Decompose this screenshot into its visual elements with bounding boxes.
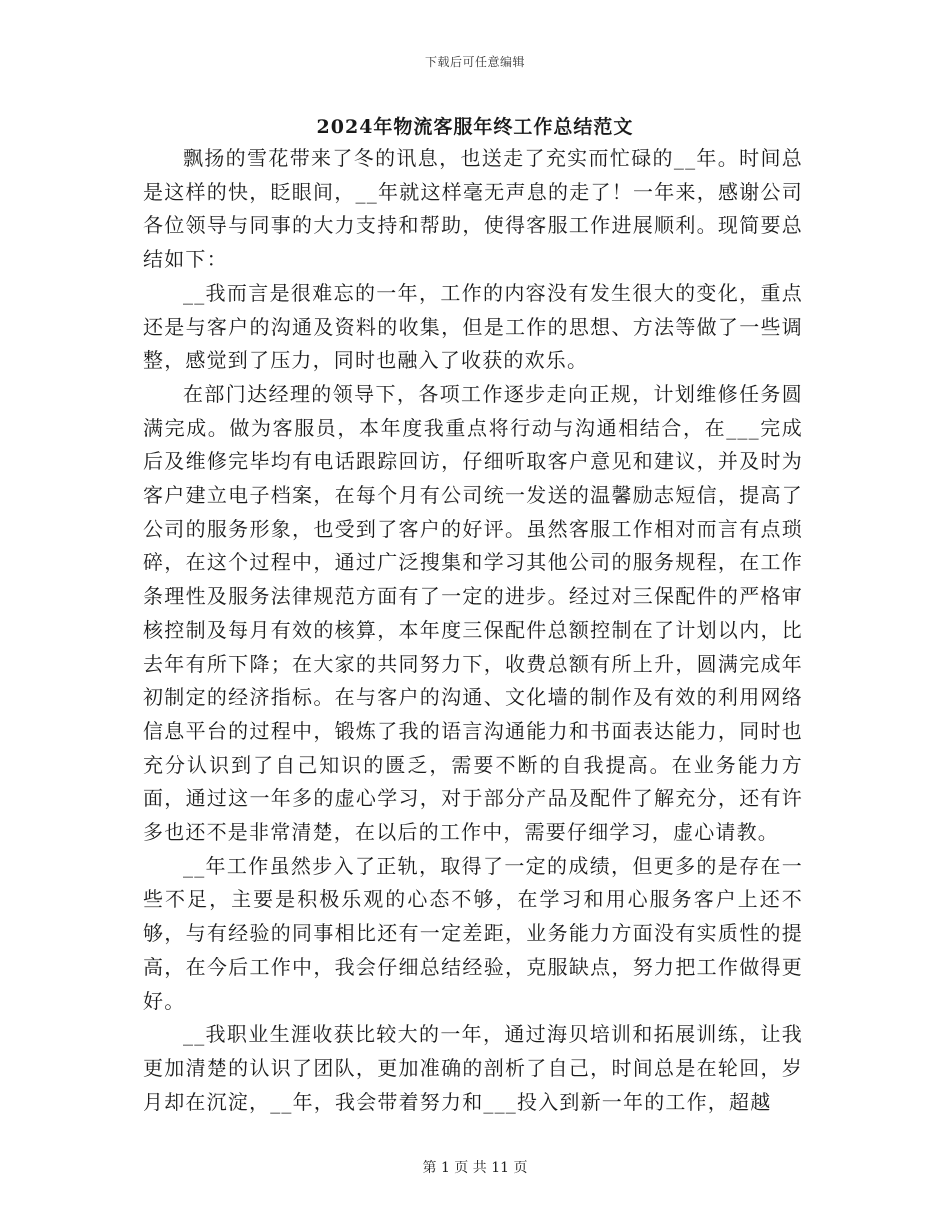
paragraph: __年工作虽然步入了正轨，取得了一定的成绩，但更多的是存在一些不足，主要是积极乐观的心态不够，在学习和用心服务客户上还不够，与有经验的同事相比还有一定差距，业务能力方面没有实质性的提高，在今后工作中，我会仔细总结经验，克服缺点，努力把工作做得更好。	[143, 853, 803, 1013]
page-footer: 第 1 页 共 11 页	[422, 1160, 528, 1176]
document-title: 2024年物流客服年终工作总结范文	[316, 116, 634, 138]
paragraph: 在部门达经理的领导下，各项工作逐步走向正规，计划维修任务圆满完成。做为客服员，本年度我重点将行动与沟通相结合，在___完成后及维修完毕均有电话跟踪回访，仔细听取客户意见和建议，并及时为客户建立电子档案，在每个月有公司统一发送的温馨励志短信，提高了公司的服务形象，也受到了客户的好评。虽然客服工作相对而言有点琐碎，在这个过程中，通过广泛搜集和学习其他公司的服务规程，在工作条理性及服务法律规范方面有了一定的进步。经过对三保配件的严格审核控制及每月有效的核算，本年度三保配件总额控制在了计划以内，比去年有所下降；在大家的共同努力下，收费总额有所上升，圆满完成年初制定的经济指标。在与客户的沟通、文化墙的制作及有效的利用网络信息平台的过程中，锻炼了我的语言沟通能力和书面表达能力，同时也充分认识到了自己知识的匮乏，需要不断的自我提高。在业务能力方面，通过这一年多的虚心学习，对于部分产品及配件了解充分，还有许多也还不是非常清楚，在以后的工作中，需要仔细学习，虚心请教。	[143, 381, 803, 845]
document-body	[143, 142, 803, 1119]
paragraph: __我而言是很难忘的一年，工作的内容没有发生很大的变化，重点还是与客户的沟通及资料的收集，但是工作的思想、方法等做了一些调整，感觉到了压力，同时也融入了收获的欢乐。	[143, 280, 803, 373]
paragraph: __我职业生涯收获比较大的一年，通过海贝培训和拓展训练，让我更加清楚的认识了团队，更加准确的剖析了自己，时间总是在轮回，岁月却在沉淀，__年，我会带着努力和___投入到新一年的工作，超越	[143, 1022, 803, 1114]
header-note: 下载后可任意编辑	[424, 55, 525, 69]
paragraph: 飘扬的雪花带来了冬的讯息，也送走了充实而忙碌的__年。时间总是这样的快，眨眼间，__年就这样毫无声息的走了！一年来，感谢公司各位领导与同事的大力支持和帮助，使得客服工作进展顺利。现简要总结如下：	[143, 146, 803, 272]
